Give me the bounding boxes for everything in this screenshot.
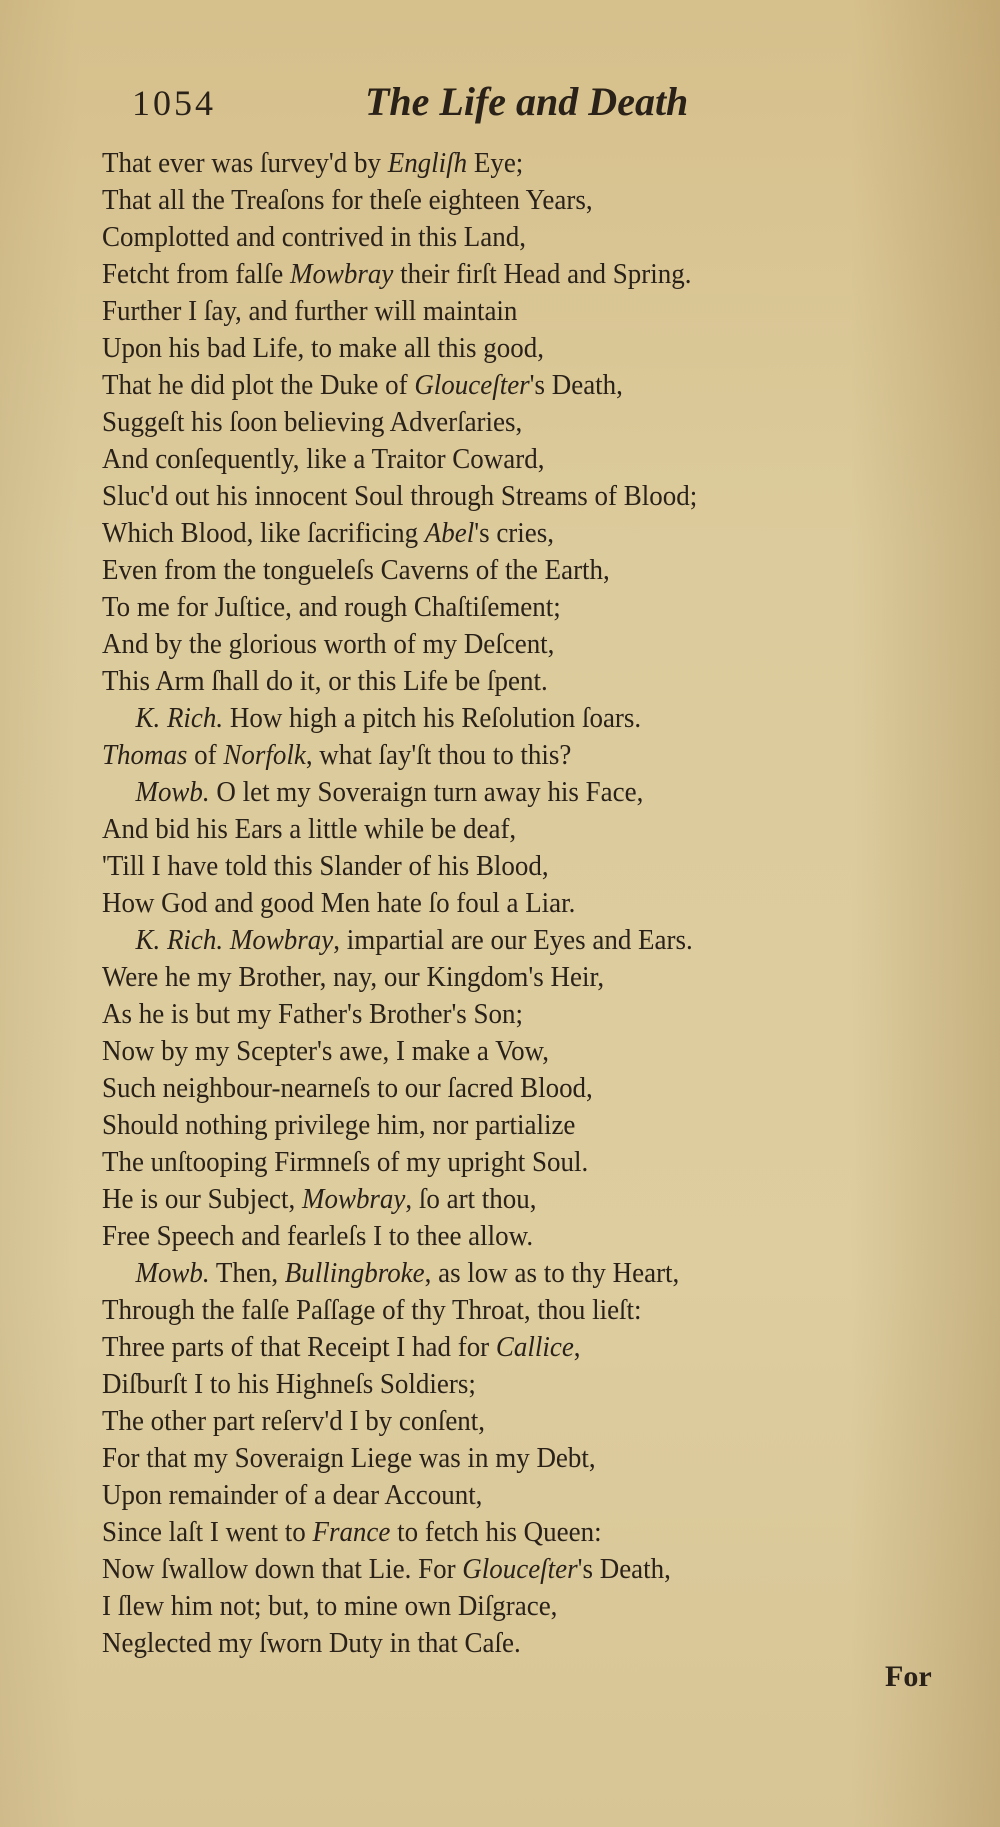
text-segment: Fetcht from falſe — [102, 258, 290, 290]
text-segment: That ever was ſurvey'd by — [102, 147, 388, 179]
text-segment: Upon his bad Life, to make all this good, — [102, 332, 544, 364]
italic-text: K. Rich. — [135, 702, 224, 734]
italic-text: Glouceſter — [462, 1553, 578, 1585]
verse-line — [102, 996, 902, 1033]
page-header — [0, 78, 1000, 128]
running-title: The Life and Death — [365, 79, 689, 124]
text-segment: Neglected my ſworn Duty in that Caſe. — [102, 1627, 521, 1659]
text-segment: The unſtooping Firmneſs of my upright Soul. — [102, 1146, 589, 1178]
text-segment: Eye; — [467, 147, 524, 179]
italic-text: Mowbray — [302, 1183, 406, 1215]
text-segment: Should nothing privilege him, nor partialize — [102, 1109, 576, 1141]
text-segment: 's Death, — [529, 369, 623, 401]
text-segment: to fetch his Queen: — [390, 1516, 602, 1548]
verse-line — [102, 1033, 902, 1070]
verse-line — [102, 1403, 902, 1440]
verse-line — [102, 811, 902, 848]
verse-line — [102, 182, 902, 219]
text-segment: Were he my Brother, nay, our Kingdom's Heir, — [102, 961, 605, 993]
text-segment: As he is but my Father's Brother's Son; — [102, 998, 523, 1030]
text-segment: And conſequently, like a Traitor Coward, — [102, 443, 545, 475]
verse-line — [102, 515, 902, 552]
italic-text: Norfolk — [223, 739, 306, 771]
text-segment: For that my Soveraign Liege was in my Debt, — [102, 1442, 596, 1474]
verse-line — [102, 256, 902, 293]
verse-line — [102, 700, 902, 737]
verse-line — [102, 1514, 902, 1551]
verse-line — [102, 1329, 902, 1366]
text-segment: And bid his Ears a little while be deaf, — [102, 813, 517, 845]
verse-line — [102, 219, 902, 256]
text-segment: And by the glorious worth of my Deſcent, — [102, 628, 555, 660]
text-segment: , — [573, 1331, 581, 1363]
italic-text: Callice — [495, 1331, 574, 1363]
verse-line — [102, 1255, 902, 1292]
catchword: For — [885, 1660, 932, 1693]
verse-text — [102, 145, 962, 1662]
text-segment: , impartial are our Eyes and Ears. — [333, 924, 693, 956]
text-segment: Which Blood, like ſacrificing — [102, 517, 425, 549]
italic-text: K. Rich. Mowbray — [135, 924, 334, 956]
italic-text: France — [312, 1516, 391, 1548]
verse-line — [102, 626, 902, 663]
verse-line — [102, 663, 902, 700]
verse-line — [102, 1070, 902, 1107]
verse-line — [102, 774, 902, 811]
text-segment: Three parts of that Receipt I had for — [102, 1331, 496, 1363]
italic-text: Mowb. — [135, 776, 210, 808]
text-segment: Such neighbour-nearneſs to our ſacred Blood, — [102, 1072, 593, 1104]
text-segment: their firſt Head and Spring. — [393, 258, 692, 290]
verse-line — [102, 441, 902, 478]
text-segment: Now by my Scepter's awe, I make a Vow, — [102, 1035, 550, 1067]
text-segment: 's Death, — [577, 1553, 671, 1585]
text-segment: How God and good Men hate ſo foul a Liar. — [102, 887, 576, 919]
verse-line — [102, 1440, 902, 1477]
italic-text: Abel — [424, 517, 475, 549]
text-segment: I ſlew him not; but, to mine own Diſgrace, — [102, 1590, 558, 1622]
verse-line — [102, 848, 902, 885]
italic-text: Glouceſter — [414, 369, 530, 401]
text-segment: O let my Soveraign turn away his Face, — [209, 776, 644, 808]
text-segment: Complotted and contrived in this Land, — [102, 221, 526, 253]
verse-line — [102, 330, 902, 367]
italic-text: Mowbray — [289, 258, 394, 290]
text-segment: That all the Treaſons for theſe eighteen Years, — [102, 184, 593, 216]
text-segment: Sluc'd out his innocent Soul through Streams of Blood; — [102, 480, 698, 512]
text-segment: Diſburſt I to his Highneſs Soldiers; — [102, 1368, 476, 1400]
italic-text: Engliſh — [387, 147, 468, 179]
italic-text: Bullingbroke — [284, 1257, 425, 1289]
text-segment: Through the falſe Paſſage of thy Throat, thou lieſt: — [102, 1294, 642, 1326]
verse-line — [102, 404, 902, 441]
text-segment: To me for Juſtice, and rough Chaſtiſement; — [102, 591, 561, 623]
text-segment: Suggeſt his ſoon believing Adverſaries, — [102, 406, 523, 438]
text-segment: Then, — [209, 1257, 285, 1289]
verse-line — [102, 1477, 902, 1514]
verse-line — [102, 589, 902, 626]
text-segment: He is our Subject, — [102, 1183, 303, 1215]
text-segment: Free Speech and fearleſs I to thee allow. — [102, 1220, 534, 1252]
verse-line — [102, 959, 902, 996]
text-segment: 'Till I have told this Slander of his Blood, — [102, 850, 549, 882]
text-segment: of — [187, 739, 224, 771]
text-segment: Even from the tongueleſs Caverns of the Earth, — [102, 554, 610, 586]
verse-line — [102, 552, 902, 589]
verse-line — [102, 922, 902, 959]
verse-line — [102, 367, 902, 404]
text-segment: , what ſay'ſt thou to this? — [305, 739, 572, 771]
verse-line — [102, 1181, 902, 1218]
text-segment: The other part reſerv'd I by conſent, — [102, 1405, 486, 1437]
verse-line — [102, 1625, 902, 1662]
verse-line — [102, 1107, 902, 1144]
text-segment: , as low as to thy Heart, — [424, 1257, 680, 1289]
text-segment: Now ſwallow down that Lie. For — [102, 1553, 463, 1585]
verse-line — [102, 885, 902, 922]
verse-line — [102, 1218, 902, 1255]
verse-line — [102, 478, 902, 515]
verse-line — [102, 1588, 902, 1625]
verse-line — [102, 1551, 902, 1588]
italic-text: Mowb. — [135, 1257, 210, 1289]
text-segment: Since laſt I went to — [102, 1516, 313, 1548]
text-segment: That he did plot the Duke of — [102, 369, 415, 401]
text-segment: How high a pitch his Reſolution ſoars. — [223, 702, 642, 734]
verse-line — [102, 1292, 902, 1329]
verse-line — [102, 1366, 902, 1403]
verse-line — [102, 1144, 902, 1181]
text-segment: Upon remainder of a dear Account, — [102, 1479, 483, 1511]
page-number: 1054 — [132, 83, 216, 123]
verse-line — [102, 293, 902, 330]
text-segment: This Arm ſhall do it, or this Life be ſpent. — [102, 665, 548, 697]
verse-line — [102, 737, 902, 774]
italic-text: Thomas — [102, 739, 188, 771]
text-segment: Further I ſay, and further will maintain — [102, 295, 518, 327]
verse-line — [102, 145, 902, 182]
text-segment: 's cries, — [474, 517, 554, 549]
text-segment: , ſo art thou, — [405, 1183, 537, 1215]
